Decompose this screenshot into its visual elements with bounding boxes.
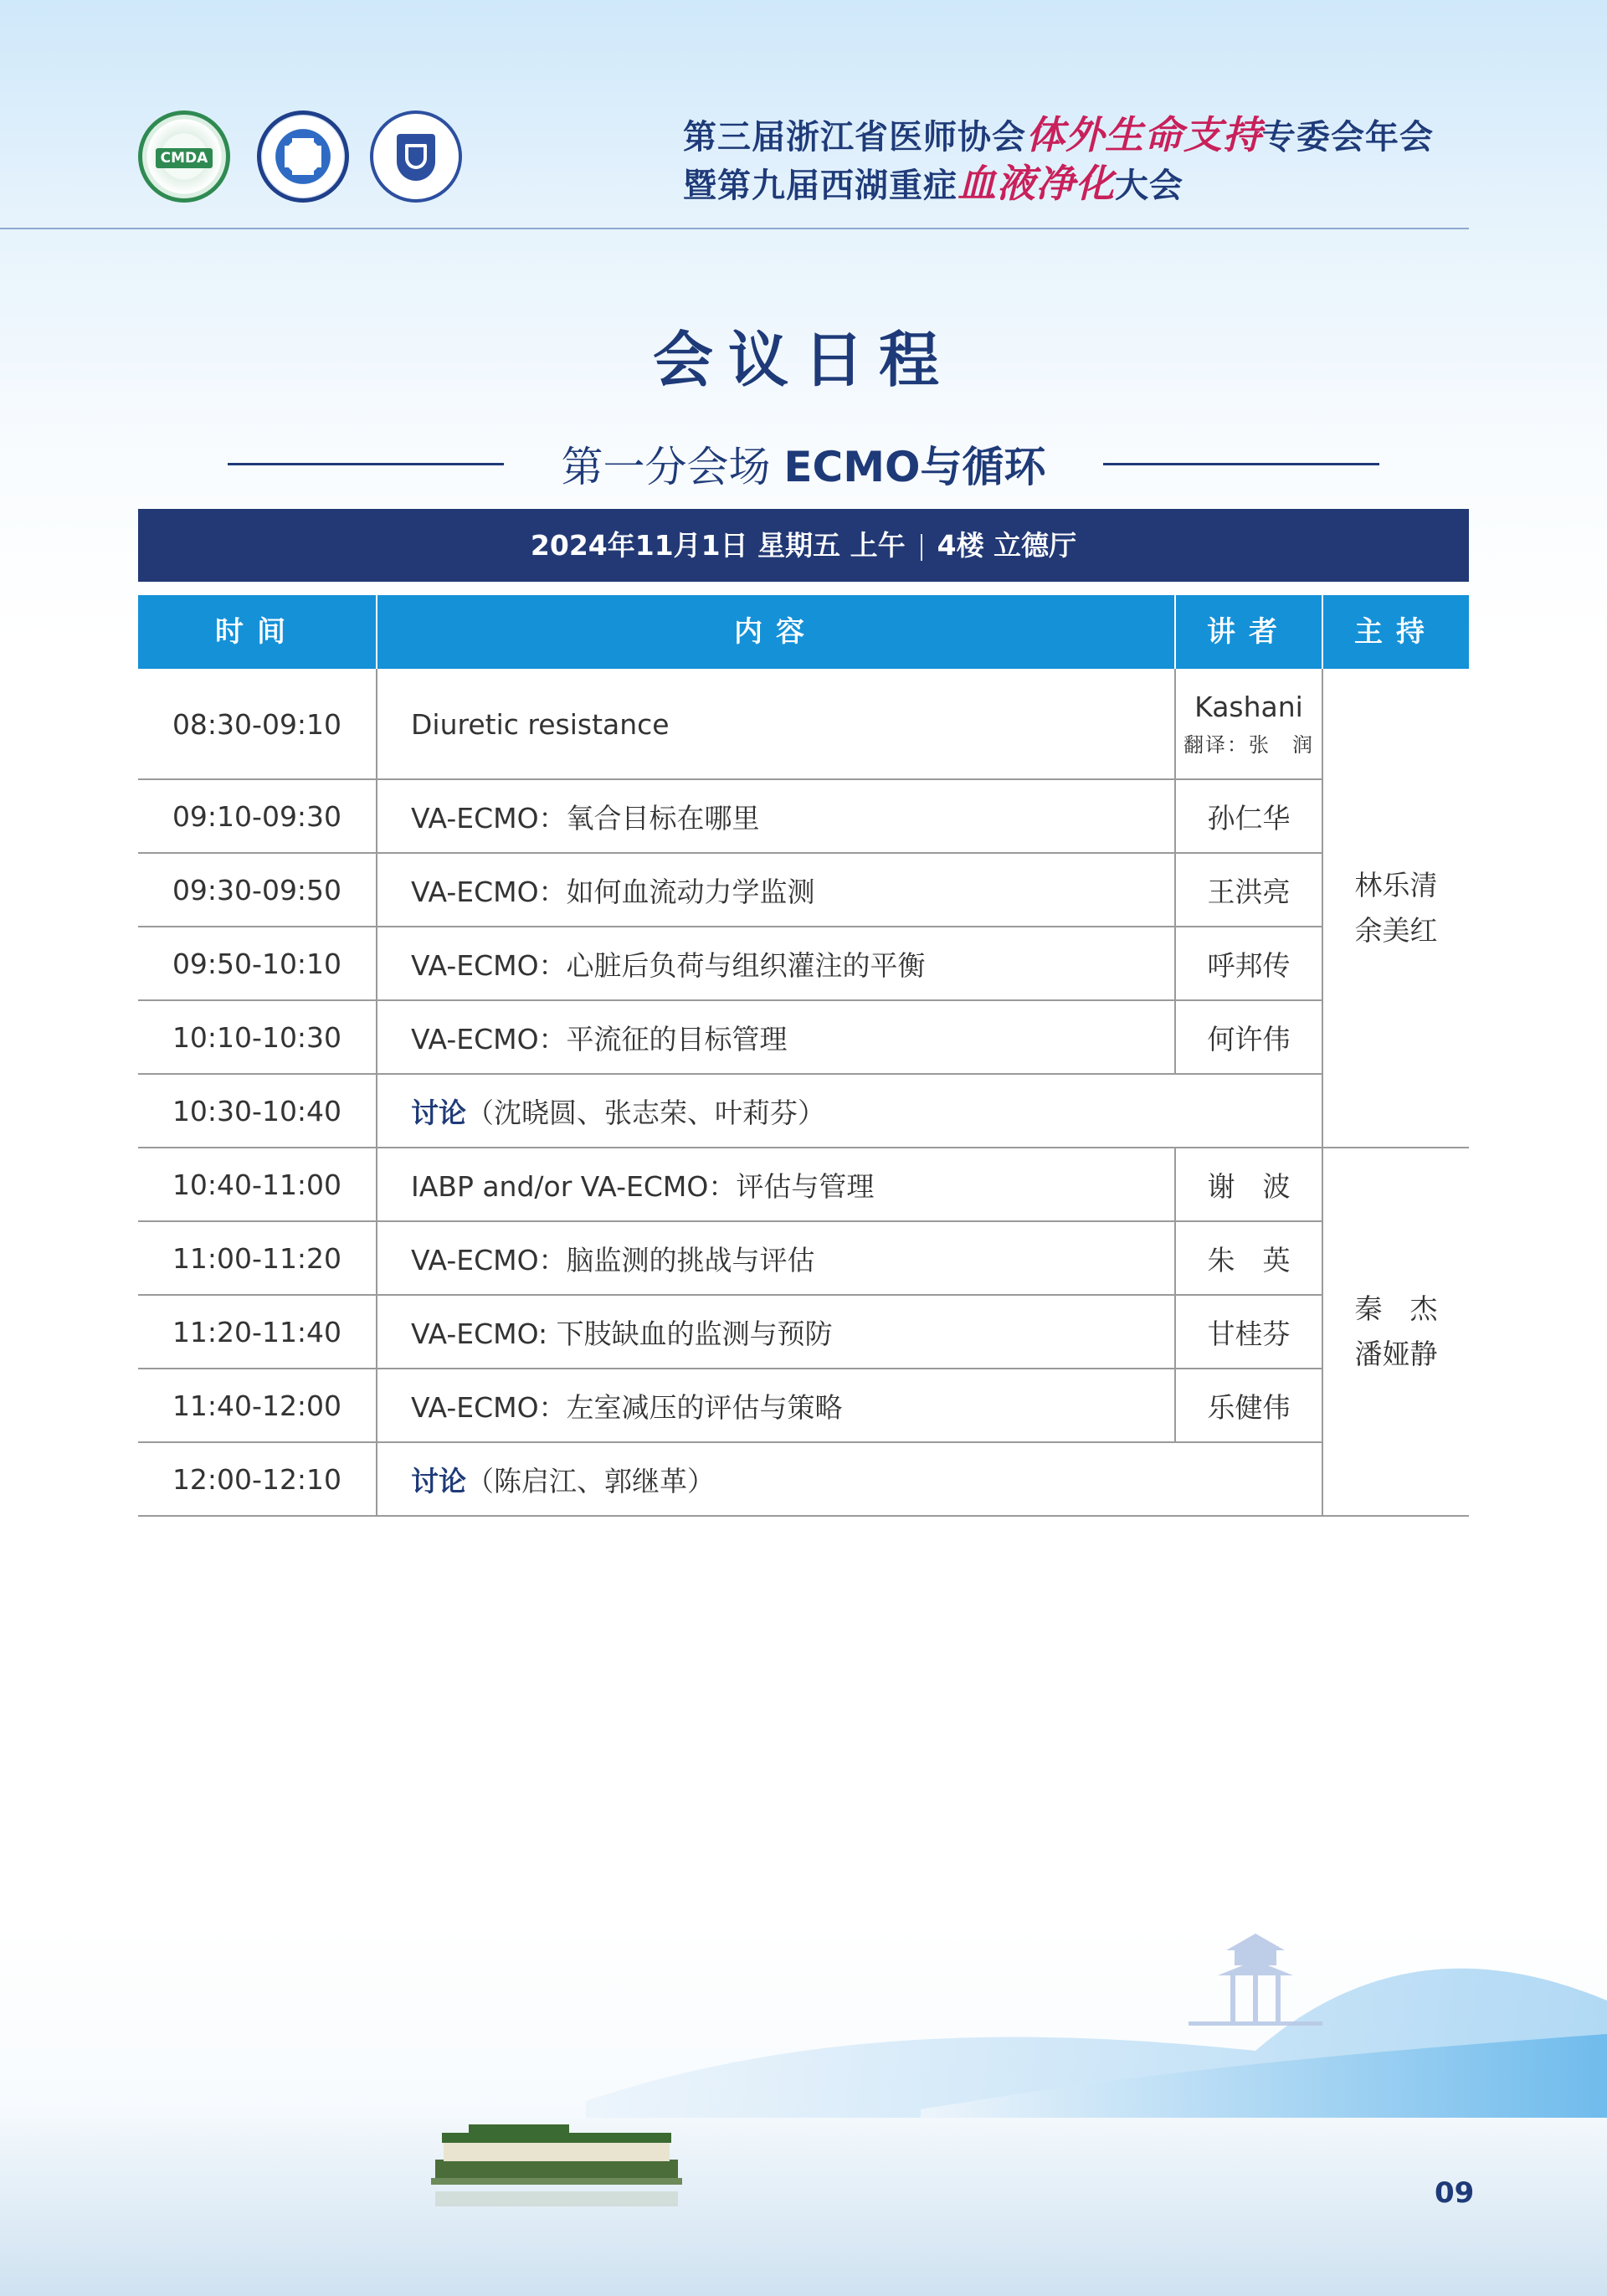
- table-rule: [138, 1441, 1323, 1443]
- page-title: 会议日程: [652, 325, 954, 395]
- row-time: 10:30-10:40: [172, 1094, 342, 1127]
- row-time: 09:50-10:10: [172, 947, 342, 980]
- page-number: 09: [1435, 2176, 1475, 2210]
- row-speaker: 孙仁华: [1207, 801, 1291, 835]
- host-cell: [1323, 669, 1469, 1148]
- date-venue-bar: [138, 509, 1469, 582]
- row-content: VA-ECMO：心脏后负荷与组织灌注的平衡: [411, 948, 926, 982]
- row-time: 11:00-11:20: [172, 1241, 342, 1275]
- row-content: VA-ECMO: 下肢缺血的监测与预防: [411, 1317, 833, 1350]
- discussion-names: （沈晓圆、张志荣、叶莉芬）: [466, 1096, 825, 1129]
- table-rule: [138, 926, 1323, 927]
- host-name: 秦 杰: [1354, 1292, 1438, 1325]
- table-rule: [138, 1147, 1469, 1148]
- header-time: 时间: [138, 595, 376, 669]
- host-name: 余美红: [1354, 914, 1438, 947]
- host-cell: [1323, 1148, 1469, 1516]
- row-speaker: 王洪亮: [1207, 875, 1291, 908]
- discussion-row: [377, 1442, 1322, 1516]
- header-content: 内容: [377, 595, 1174, 669]
- header-divider: [0, 228, 1469, 229]
- bar-separator: [921, 534, 922, 561]
- session-date: 2024年11月1日 星期五 上午: [530, 529, 906, 562]
- row-time: 09:30-09:50: [172, 873, 342, 907]
- table-rule: [138, 1294, 1323, 1296]
- table-rule: [138, 1515, 1469, 1517]
- row-time: 10:40-11:00: [172, 1168, 342, 1201]
- section-title: 第一分会场 ECMO与循环: [561, 443, 1046, 491]
- speaker-name: Kashani: [1194, 691, 1303, 723]
- table-rule: [138, 1368, 1323, 1369]
- row-speaker: 呼邦传: [1207, 948, 1291, 982]
- row-speaker: 乐健伟: [1207, 1390, 1291, 1424]
- row-speaker: 朱 英: [1207, 1243, 1291, 1276]
- row-content: Diuretic resistance: [411, 707, 670, 741]
- discussion-label: 讨论: [411, 1096, 466, 1129]
- row-speaker: 谢 波: [1207, 1169, 1291, 1203]
- header-title-line1: 第三届浙江省医师协会体外生命支持专委会年会: [683, 112, 1434, 157]
- host-name: 林乐清: [1354, 869, 1438, 901]
- row-speaker: 甘桂芬: [1207, 1317, 1291, 1350]
- table-rule: [138, 999, 1323, 1001]
- row-time: 11:40-12:00: [172, 1389, 342, 1422]
- host-name: 潘娅静: [1354, 1338, 1438, 1370]
- session-venue: 4楼 立德厅: [937, 529, 1077, 562]
- row-time: 09:10-09:30: [172, 799, 342, 833]
- table-rule: [1322, 669, 1323, 1517]
- row-content: VA-ECMO：如何血流动力学监测: [411, 875, 815, 908]
- table-rule: [138, 1073, 1323, 1075]
- row-speaker: [1176, 669, 1322, 779]
- row-time: 08:30-09:10: [172, 707, 342, 741]
- row-content: VA-ECMO：氧合目标在哪里: [411, 801, 760, 835]
- header-title-line2: 暨第九届西湖重症血液净化大会: [683, 161, 1183, 206]
- table-rule: [1174, 669, 1176, 1074]
- table-rule: [138, 1220, 1323, 1222]
- table-rule: [138, 852, 1323, 854]
- cross-emblem-logo-icon: [257, 110, 349, 203]
- discussion-label: 讨论: [411, 1464, 466, 1497]
- table-rule: [1174, 1148, 1176, 1442]
- table-rule: [138, 778, 1323, 780]
- row-content: VA-ECMO：左室减压的评估与策略: [411, 1390, 843, 1424]
- table-rule: [376, 669, 377, 1517]
- row-content: VA-ECMO：脑监测的挑战与评估: [411, 1243, 815, 1276]
- cmda-logo-icon: [138, 110, 230, 203]
- translator: 翻译：张 润: [1183, 733, 1314, 757]
- row-content: IABP and/or VA-ECMO：评估与管理: [411, 1169, 875, 1203]
- header-speaker: 讲者: [1176, 595, 1322, 669]
- west-lake-scenery-icon: [0, 1908, 1607, 2296]
- header-host: 主持: [1323, 595, 1469, 669]
- row-time: 11:20-11:40: [172, 1315, 342, 1348]
- cmda-logo-text: CMDA: [156, 148, 213, 168]
- row-time: 10:10-10:30: [172, 1020, 342, 1054]
- discussion-names: （陈启江、郭继革）: [466, 1464, 715, 1497]
- hospital-shield-logo-icon: [370, 110, 462, 203]
- row-content: VA-ECMO：平流征的目标管理: [411, 1022, 788, 1056]
- row-time: 12:00-12:10: [172, 1462, 342, 1496]
- row-speaker: 何许伟: [1207, 1022, 1291, 1056]
- discussion-row: [377, 1074, 1322, 1148]
